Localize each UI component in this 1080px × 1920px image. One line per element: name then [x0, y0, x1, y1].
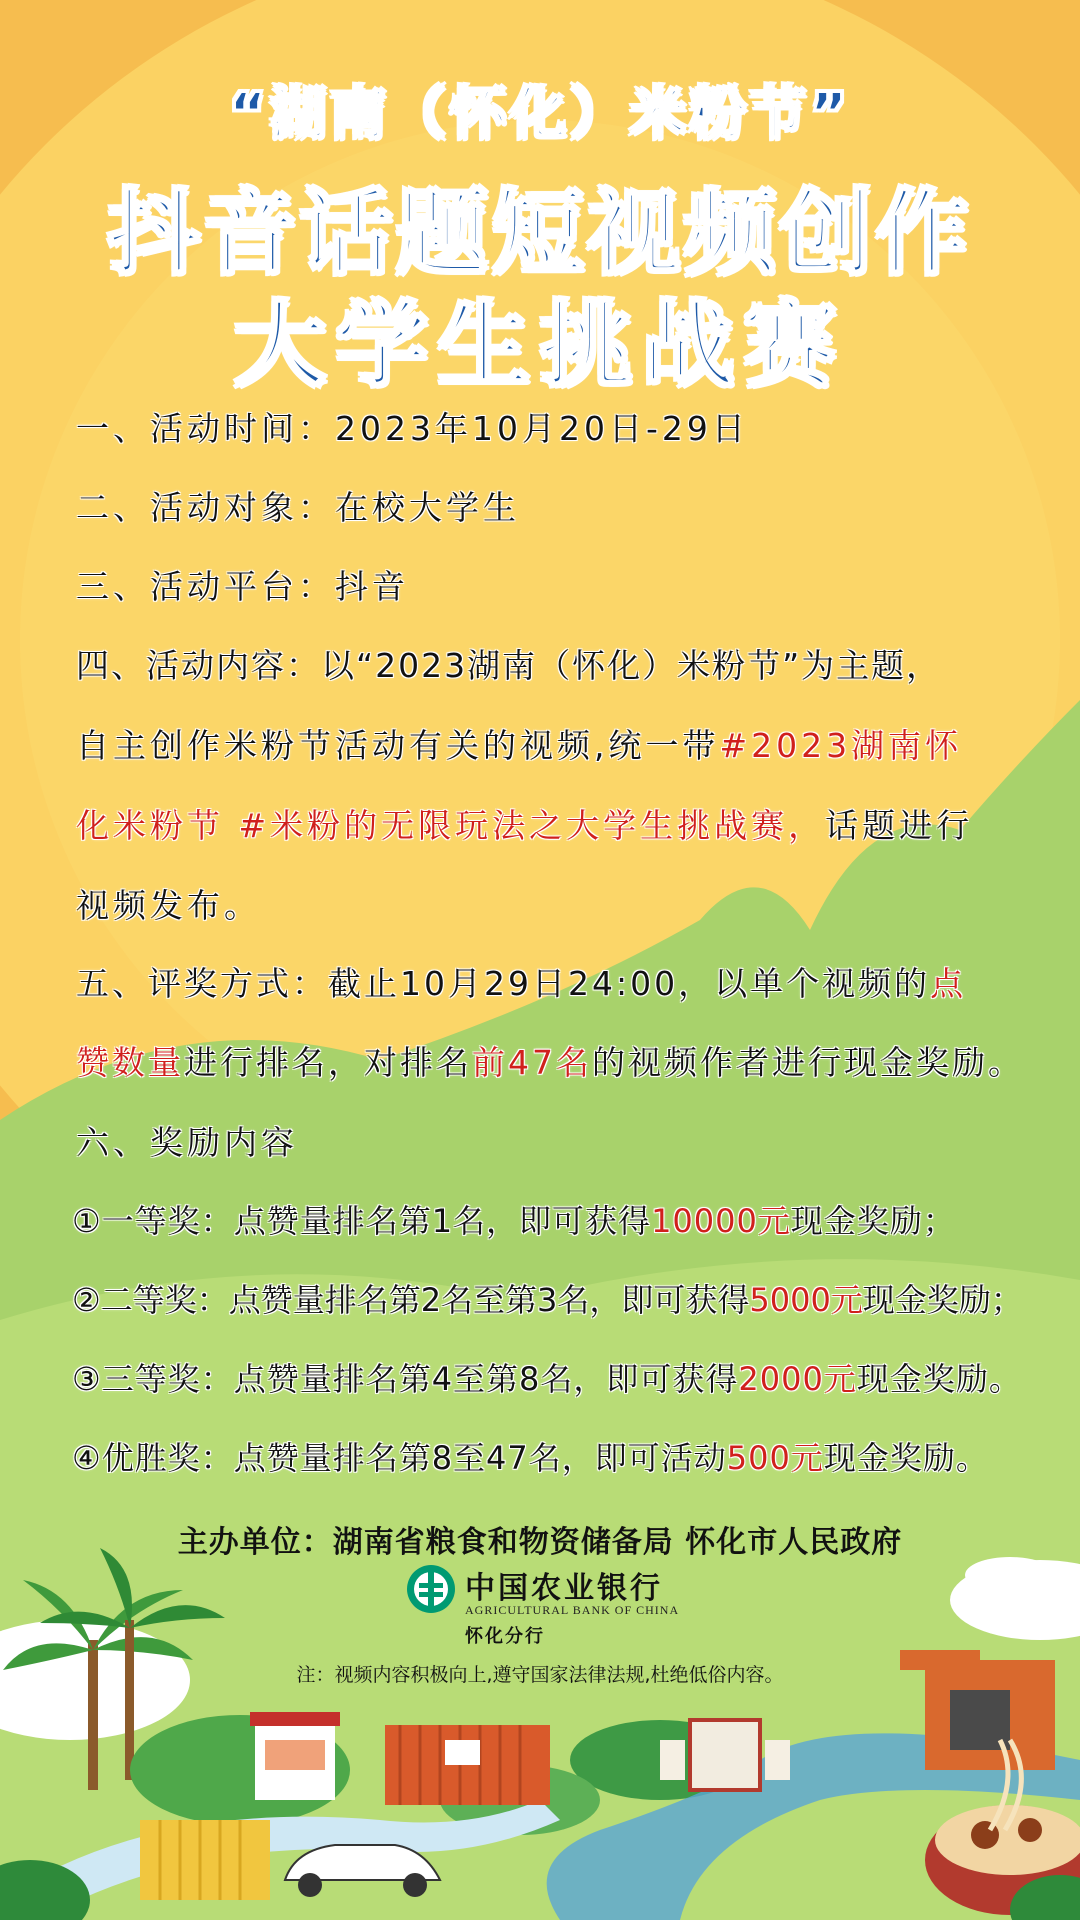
judging-highlight: 点: [930, 964, 967, 1003]
prize-second: [72, 1275, 1023, 1321]
judging-line-2: [76, 1037, 1024, 1084]
prize-text: ②二等奖：点赞量排名第2名至第3名，即可获得: [72, 1281, 750, 1319]
bank-name: 中国农业银行: [465, 1571, 663, 1606]
prize-text: ①一等奖：点赞量排名第1名，即可获得: [72, 1202, 652, 1240]
content-line-4: 视频发布。: [76, 886, 261, 925]
rewards-title: 六、奖励内容: [76, 1123, 298, 1162]
main-title-line2: 大学生挑战赛: [233, 292, 846, 399]
event-name-heading: “湖南（怀化）米粉节”: [229, 82, 851, 147]
content-line-3: [76, 800, 973, 847]
prize-text: 现金奖励；: [862, 1281, 1023, 1319]
judging-text: 五、评奖方式：截止10月29日24:00，以单个视频的: [76, 964, 931, 1003]
judging-highlight: 前47名: [472, 1043, 592, 1082]
prize-text: 现金奖励；: [790, 1202, 956, 1240]
organizer-text: 主办单位：湖南省粮食和物资储备局 怀化市人民政府: [177, 1525, 903, 1560]
judging-line-1: [76, 958, 966, 1005]
prize-first: [72, 1196, 956, 1242]
main-title-line1: 抖音话题短视频创作: [107, 180, 972, 287]
hashtag-text: 化米粉节 #米粉的无限玩法之大学生挑战赛，: [76, 806, 826, 845]
event-audience: 二、活动对象：在校大学生: [76, 488, 520, 527]
event-platform: 三、活动平台：抖音: [76, 567, 409, 606]
abc-bank-logo-icon: [405, 1563, 457, 1615]
prize-amount: 5000元: [749, 1281, 863, 1319]
judging-highlight: 赞数量: [76, 1043, 184, 1082]
hashtag-text: #2023湖南怀: [719, 726, 963, 765]
prize-third: [72, 1354, 1022, 1400]
event-time: 一、活动时间：2023年10月20日-29日: [76, 409, 749, 448]
content-note: 注：视频内容积极向上,遵守国家法律法规,杜绝低俗内容。: [296, 1664, 784, 1686]
prize-text: 现金奖励。: [856, 1360, 1022, 1398]
content-line-1: 四、活动内容：以“2023湖南（怀化）米粉节”为主题，: [76, 646, 942, 685]
content-line-2: [76, 720, 962, 767]
bank-branch: 怀化分行: [465, 1626, 545, 1647]
prize-text: 现金奖励。: [823, 1439, 989, 1477]
prize-text: ③三等奖：点赞量排名第4至第8名，即可获得: [72, 1360, 739, 1398]
prize-amount: 10000元: [651, 1202, 791, 1240]
content-text: 自主创作米粉节活动有关的视频,统一带: [76, 726, 720, 765]
prize-text: ④优胜奖：点赞量排名第8至47名，即可活动: [72, 1439, 727, 1477]
content-text: 话题进行: [825, 806, 974, 845]
prize-winner: [72, 1433, 989, 1479]
prize-amount: 2000元: [738, 1360, 857, 1398]
bank-english-name: AGRICULTURAL BANK OF CHINA: [465, 1603, 680, 1617]
judging-text: 的视频作者进行现金奖励。: [592, 1043, 1024, 1082]
prize-amount: 500元: [726, 1439, 824, 1477]
judging-text: 进行排名，对排名: [184, 1043, 472, 1082]
